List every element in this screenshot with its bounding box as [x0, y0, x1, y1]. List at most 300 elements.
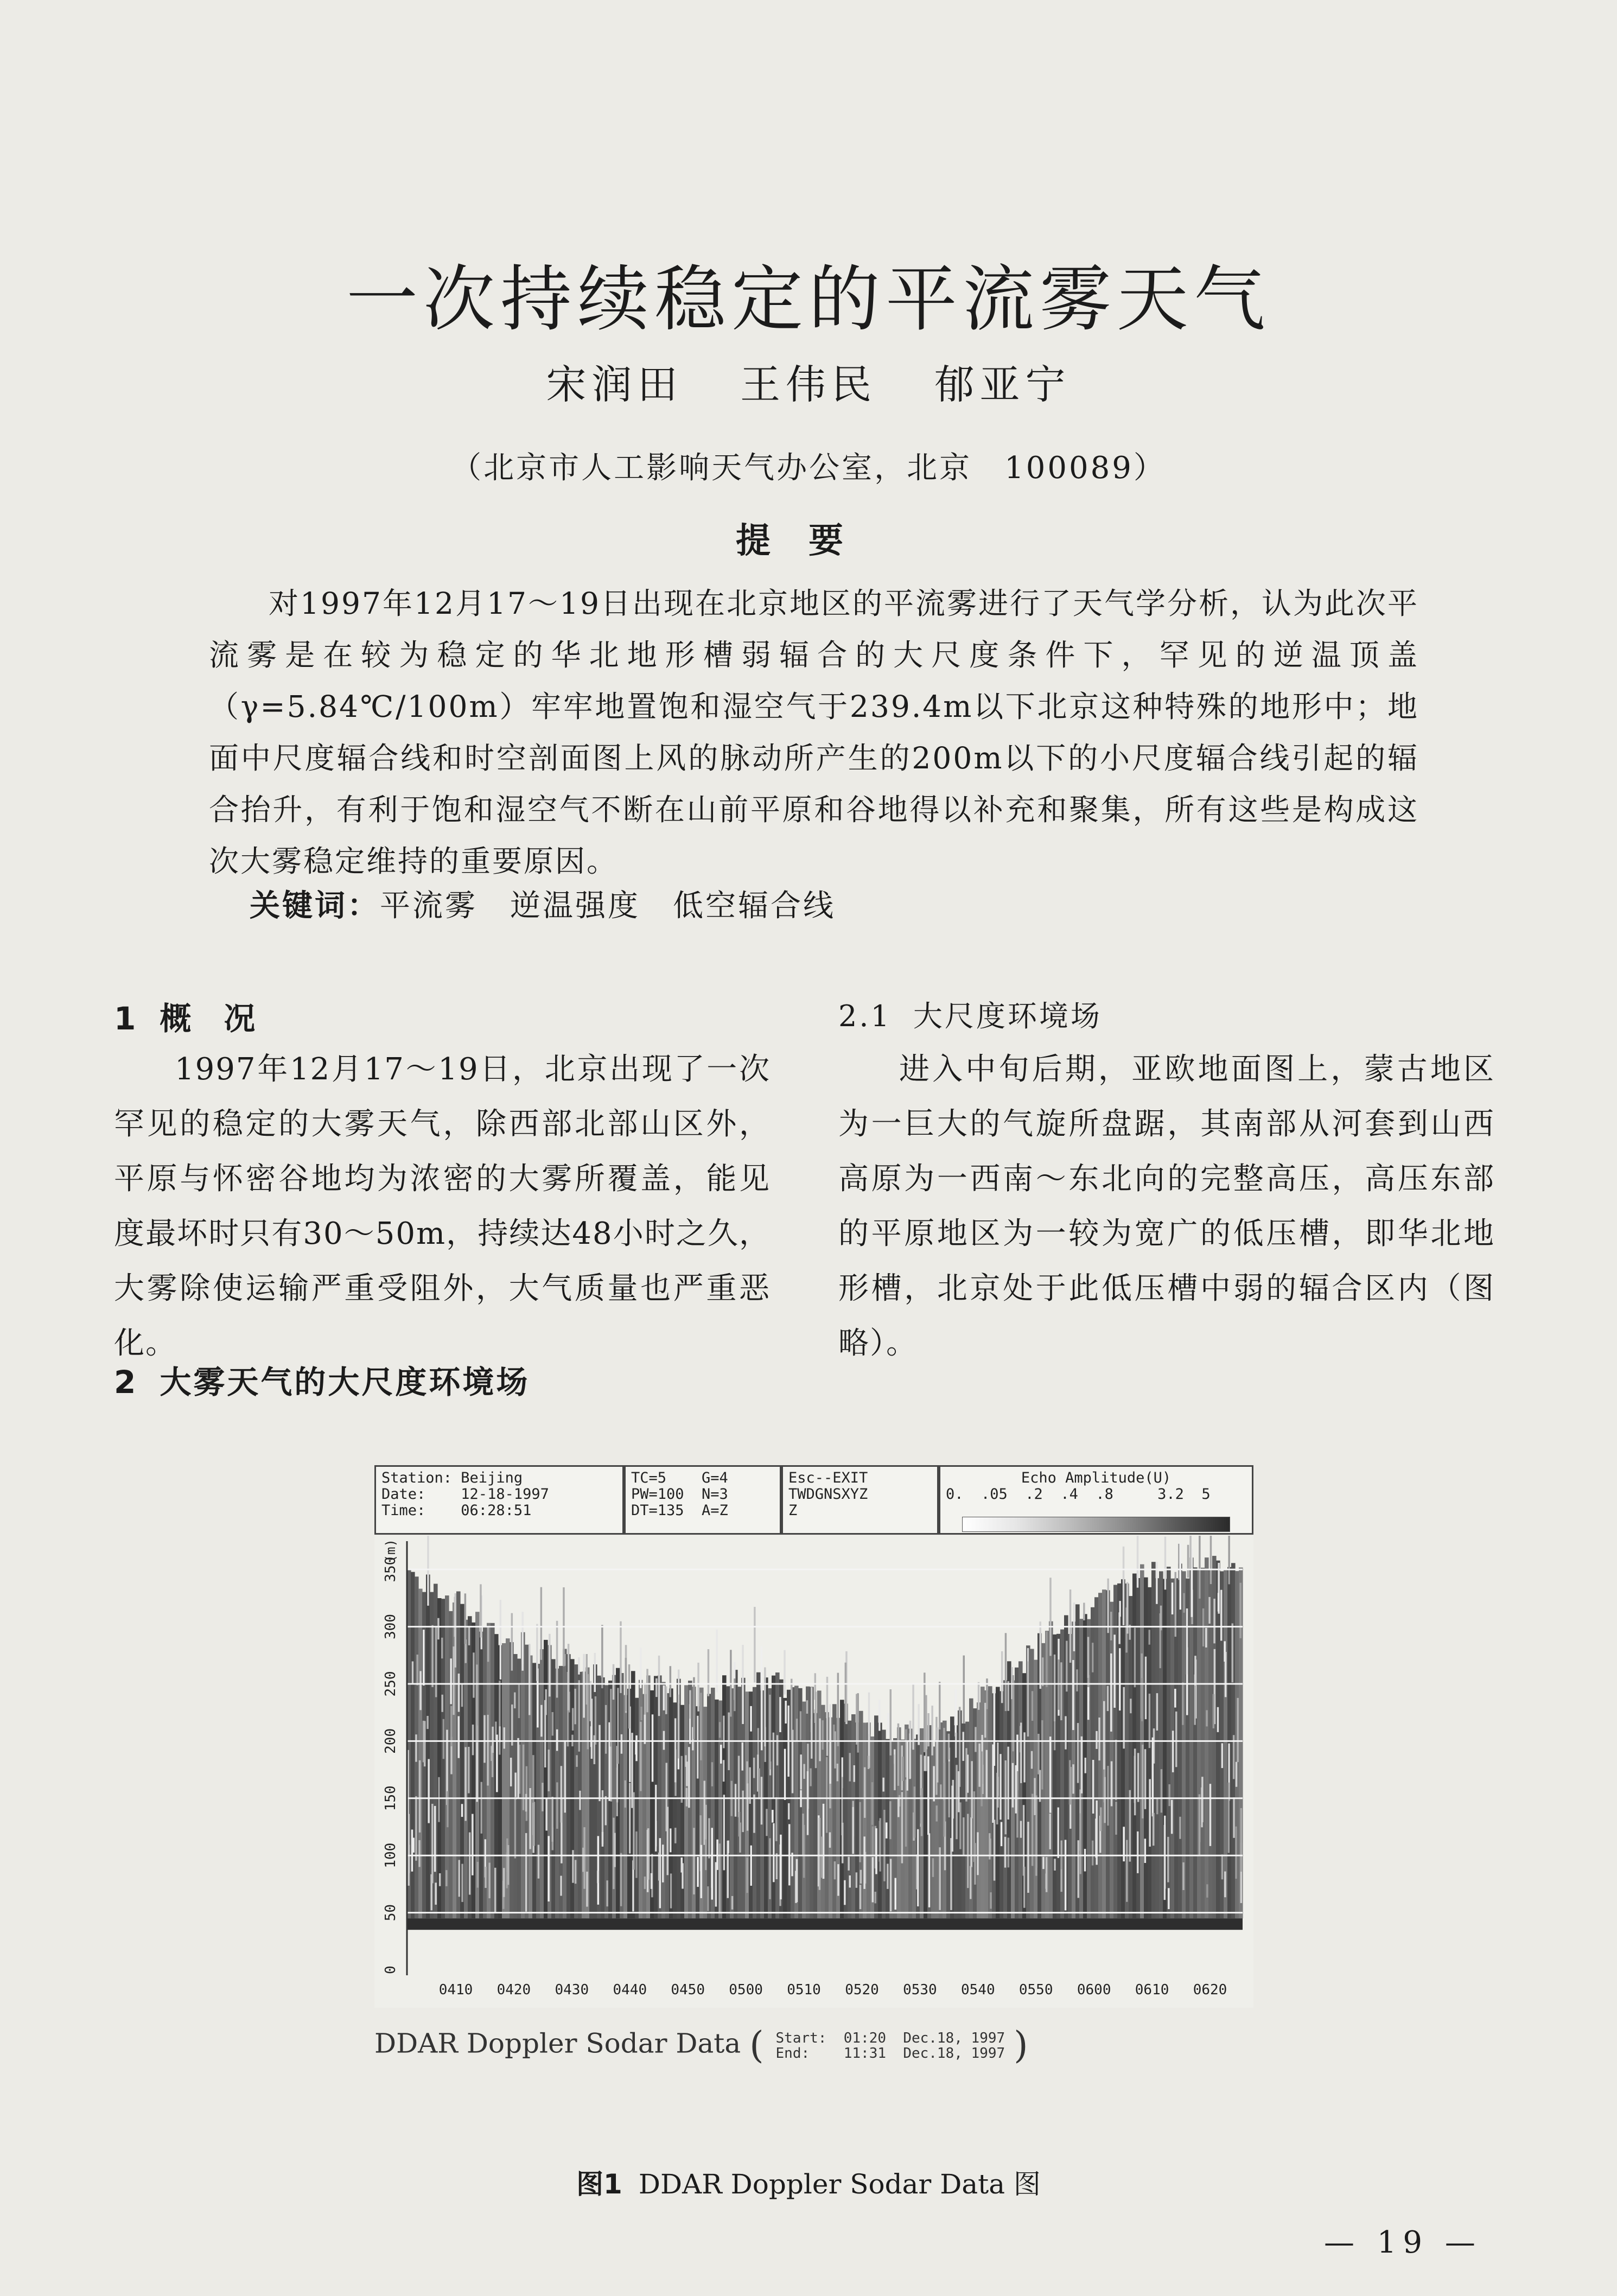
echo-streak: [928, 1833, 931, 1907]
section-2-1-heading: [838, 993, 1102, 1035]
echo-streak: [776, 1853, 778, 1879]
echo-streak: [971, 1761, 973, 1818]
echo-streak: [720, 1745, 722, 1764]
echo-ticks: 0. .05 .2 .4 .8 3.2 5: [946, 1486, 1211, 1503]
echo-streak: [1098, 1718, 1100, 1760]
echo-streak: [1007, 1747, 1009, 1820]
echo-streak: [416, 1655, 418, 1686]
echo-streak: [1087, 1687, 1090, 1720]
echo-streak: [419, 1671, 422, 1710]
echo-streak: [1076, 1669, 1078, 1691]
echo-streak: [419, 1760, 421, 1833]
x-tick-label: 0530: [903, 1982, 937, 1998]
author-3: 郁亚宁: [934, 361, 1071, 408]
echo-streak: [856, 1872, 858, 1887]
echo-streak: [1183, 1593, 1185, 1613]
echo-streak: [517, 1738, 519, 1798]
echo-streak: [887, 1713, 889, 1735]
echo-streak: [902, 1757, 904, 1781]
keywords: [250, 882, 868, 925]
echo-streak: [674, 1718, 677, 1782]
echo-column: [775, 1672, 780, 1918]
echo-streak: [701, 1845, 703, 1898]
echo-streak: [1232, 1624, 1234, 1683]
echo-streak: [507, 1845, 510, 1885]
echo-streak: [662, 1845, 664, 1882]
x-tick-label: 0610: [1135, 1982, 1169, 1998]
ground-clutter-band: [407, 1918, 1243, 1930]
echo-streak: [594, 1653, 596, 1692]
abstract-heading: 提要: [736, 521, 881, 561]
echo-streak: [472, 1725, 474, 1755]
sodar-plot-svg: [374, 1536, 1253, 2008]
echo-streak: [738, 1756, 740, 1817]
echo-streak: [682, 1863, 684, 1888]
echo-streak: [1137, 1831, 1139, 1873]
echo-streak: [415, 1796, 417, 1861]
echo-streak: [1156, 1562, 1158, 1604]
echo-streak: [545, 1798, 548, 1831]
figure-caption-text: DDAR Doppler Sodar Data 图: [638, 2168, 1041, 2200]
echo-streak: [658, 1853, 660, 1881]
echo-streak: [686, 1761, 688, 1786]
echo-streak: [1240, 1583, 1242, 1638]
params-line-2: PW=100 N=3: [631, 1486, 728, 1503]
echo-streak: [1137, 1536, 1139, 1588]
echo-streak: [644, 1877, 646, 1889]
echo-streak: [552, 1712, 554, 1735]
echo-streak: [890, 1859, 892, 1911]
echo-streak: [1023, 1867, 1026, 1908]
echo-streak: [1240, 1808, 1243, 1872]
echo-column: [551, 1659, 556, 1918]
echo-streak: [924, 1756, 926, 1771]
echo-streak: [1172, 1582, 1174, 1614]
echo-streak: [1110, 1653, 1112, 1732]
echo-streak: [1187, 1545, 1189, 1578]
echo-column: [418, 1589, 423, 1919]
echo-column: [479, 1632, 483, 1918]
echo-streak: [568, 1644, 570, 1710]
echo-streak: [480, 1584, 482, 1637]
echo-streak: [633, 1792, 635, 1870]
echo-streak: [678, 1695, 680, 1759]
echo-streak: [620, 1621, 622, 1693]
start-line: Start: 01:20 Dec.18, 1997: [775, 2030, 1005, 2046]
echo-streak: [459, 1860, 461, 1897]
echo-streak: [597, 1836, 600, 1904]
echo-streak: [939, 1682, 941, 1729]
echo-streak: [548, 1750, 550, 1791]
echo-streak: [1040, 1621, 1042, 1689]
echo-streak: [640, 1707, 642, 1720]
echo-streak: [747, 1783, 749, 1830]
echo-streak: [458, 1674, 460, 1712]
echo-streak: [750, 1706, 752, 1732]
echo-streak: [1123, 1687, 1125, 1749]
echo-streak: [1235, 1827, 1237, 1879]
echo-streak: [1174, 1689, 1176, 1708]
echo-column: [1018, 1661, 1023, 1918]
echo-streak: [601, 1625, 603, 1688]
echo-streak: [1087, 1637, 1090, 1678]
echo-column: [635, 1698, 639, 1918]
echo-streak: [418, 1840, 421, 1867]
echo-streak: [525, 1794, 527, 1812]
echo-streak: [576, 1755, 578, 1767]
echo-streak: [423, 1630, 425, 1686]
echo-streak: [476, 1664, 478, 1742]
y-axis-unit: (m): [383, 1539, 398, 1563]
date-line: Date: 12-18-1997: [381, 1486, 549, 1503]
echo-streak: [1218, 1593, 1220, 1611]
echo-streak: [963, 1817, 965, 1855]
echo-streak: [1153, 1813, 1155, 1846]
echo-streak: [504, 1727, 506, 1748]
echo-streak: [795, 1871, 797, 1903]
echo-streak: [1041, 1720, 1043, 1790]
echo-column: [988, 1686, 992, 1918]
echo-streak: [871, 1782, 874, 1825]
echo-streak: [707, 1886, 709, 1911]
echo-streak: [1000, 1754, 1002, 1820]
echo-streak: [758, 1769, 760, 1799]
echo-streak: [1206, 1884, 1208, 1898]
echo-streak: [700, 1693, 702, 1760]
echo-streak: [1164, 1537, 1167, 1590]
echo-streak: [1005, 1760, 1007, 1834]
echo-streak: [1156, 1693, 1158, 1731]
echo-streak: [939, 1847, 941, 1910]
echo-streak: [990, 1892, 992, 1909]
echo-streak: [439, 1873, 441, 1886]
echo-streak: [488, 1863, 491, 1899]
echo-streak: [614, 1833, 616, 1867]
echo-streak: [1213, 1599, 1215, 1643]
keyword-3: 低空辐合线: [673, 888, 836, 924]
echo-streak: [575, 1860, 577, 1884]
echo-column: [1197, 1569, 1201, 1918]
echo-streak: [761, 1777, 763, 1824]
echo-streak: [1092, 1841, 1094, 1866]
paren-open: (: [749, 2024, 764, 2067]
echo-streak: [1012, 1675, 1014, 1751]
paper-title: 一次持续稳定的平流雾天气: [346, 258, 1271, 341]
echo-streak: [1175, 1712, 1177, 1767]
echo-streak: [663, 1686, 665, 1710]
echo-streak: [1225, 1652, 1227, 1697]
x-tick-label: 0620: [1193, 1982, 1227, 1998]
echo-streak: [970, 1866, 972, 1899]
echo-streak: [1221, 1854, 1224, 1879]
echo-streak: [468, 1627, 470, 1645]
echo-streak: [1134, 1628, 1136, 1688]
echo-streak: [849, 1753, 851, 1781]
echo-streak: [773, 1733, 775, 1799]
echo-streak: [655, 1785, 657, 1852]
echo-streak: [711, 1828, 714, 1899]
echo-streak: [927, 1757, 930, 1835]
echo-streak: [640, 1722, 642, 1791]
echo-streak: [1092, 1643, 1094, 1672]
echo-streak: [408, 1814, 410, 1886]
echo-streak: [1037, 1734, 1040, 1775]
colorbar: [962, 1517, 1230, 1532]
echo-streak: [1179, 1817, 1181, 1839]
echo-streak: [443, 1719, 445, 1759]
echo-streak: [697, 1663, 699, 1712]
echo-streak: [887, 1864, 889, 1889]
echo-streak: [796, 1719, 798, 1740]
echo-streak: [769, 1838, 771, 1899]
echo-streak: [1149, 1694, 1151, 1748]
echo-streak: [1221, 1743, 1224, 1768]
end-line: End: 11:31 Dec.18, 1997: [775, 2045, 1005, 2062]
params-panel: [624, 1465, 781, 1535]
echo-streak: [670, 1874, 672, 1909]
echo-streak: [620, 1853, 622, 1906]
echo-streak: [773, 1823, 775, 1882]
echo-streak: [1115, 1740, 1117, 1800]
y-tick-label: 200: [383, 1728, 399, 1754]
echo-column: [1030, 1649, 1034, 1919]
echo-streak: [1096, 1731, 1098, 1749]
echo-streak: [453, 1646, 455, 1715]
echo-streak: [472, 1814, 474, 1875]
echo-streak: [428, 1759, 430, 1823]
echo-streak: [561, 1766, 563, 1822]
echo-streak: [834, 1731, 836, 1768]
echo-streak: [560, 1876, 562, 1896]
echo-streak: [411, 1830, 413, 1872]
echo-column: [1121, 1579, 1125, 1918]
echo-column: [848, 1721, 852, 1919]
author-2: 王伟民: [740, 361, 877, 408]
section-2-number: 2: [114, 1364, 138, 1401]
echo-streak: [514, 1693, 516, 1709]
echo-streak: [1142, 1745, 1144, 1818]
echo-streak: [852, 1807, 854, 1854]
echo-streak: [435, 1882, 437, 1905]
echo-streak: [617, 1688, 619, 1764]
echo-streak: [1186, 1608, 1188, 1675]
echo-streak: [499, 1726, 501, 1742]
echo-streak: [1042, 1857, 1045, 1869]
echo-streak: [1119, 1601, 1121, 1617]
echo-streak: [906, 1741, 908, 1791]
echo-streak: [521, 1612, 524, 1671]
echo-streak: [742, 1742, 744, 1771]
echo-streak: [610, 1689, 612, 1746]
echo-streak: [437, 1618, 440, 1640]
echo-streak: [1046, 1632, 1048, 1687]
echo-streak: [918, 1704, 920, 1745]
echo-streak: [540, 1705, 543, 1737]
echo-streak: [882, 1778, 884, 1792]
echo-streak: [1060, 1662, 1062, 1720]
echo-streak: [1206, 1710, 1208, 1727]
echo-streak: [860, 1885, 862, 1909]
echo-streak: [511, 1704, 513, 1746]
echo-streak: [469, 1833, 471, 1895]
echo-streak: [1228, 1783, 1230, 1853]
echo-streak: [549, 1634, 551, 1697]
echo-streak: [1172, 1731, 1174, 1772]
echo-streak: [819, 1818, 821, 1890]
echo-streak: [826, 1757, 828, 1833]
echo-streak: [772, 1810, 774, 1823]
echo-streak: [821, 1836, 823, 1878]
paren-close: ): [1014, 2024, 1028, 2067]
echo-streak: [477, 1862, 479, 1888]
echo-streak: [837, 1864, 839, 1896]
figure-caption: [0, 2163, 1617, 2202]
echo-streak: [450, 1658, 452, 1704]
echo-streak: [1152, 1738, 1154, 1817]
echo-streak: [1012, 1763, 1014, 1808]
echo-streak: [670, 1828, 672, 1852]
echo-streak: [1115, 1802, 1117, 1835]
echo-streak: [602, 1832, 604, 1847]
echo-streak: [412, 1662, 414, 1684]
echo-streak: [1065, 1716, 1067, 1750]
echo-streak: [496, 1735, 498, 1792]
echo-streak: [583, 1654, 585, 1718]
echo-column: [544, 1640, 548, 1918]
echo-streak: [719, 1843, 721, 1912]
y-tick-label: 50: [383, 1904, 399, 1922]
esc-line: Esc--EXIT: [788, 1470, 868, 1486]
echo-streak: [1020, 1821, 1022, 1838]
echo-streak: [431, 1804, 434, 1883]
echo-streak: [542, 1783, 544, 1811]
section-2-1-text: 进入中旬后期，亚欧地面图上，蒙古地区为一巨大的气旋所盘踞，其南部从河套到山西高原为一西南～东北向的完整高压，高压东部的平原地区为一较为宽广的低压槽，即华北地形槽，北京处于此低压槽中弱的辐合区内（图略）。: [838, 1052, 1495, 1361]
echo-streak: [1080, 1813, 1082, 1874]
echo-streak: [731, 1896, 734, 1910]
echo-streak: [1237, 1698, 1239, 1762]
echo-streak: [970, 1817, 972, 1867]
echo-streak: [628, 1664, 631, 1728]
echo-streak: [599, 1725, 601, 1801]
echo-streak: [739, 1812, 741, 1836]
section-2-1-title: 大尺度环境场: [913, 999, 1102, 1033]
echo-streak: [1134, 1756, 1136, 1803]
echo-streak: [487, 1715, 489, 1785]
echo-streak: [665, 1687, 667, 1714]
echo-streak: [889, 1801, 892, 1839]
echo-streak: [1049, 1578, 1052, 1656]
y-tick-label: 350: [383, 1556, 399, 1582]
params-line-3: DT=135 A=Z: [631, 1502, 728, 1519]
echo-column: [1205, 1557, 1209, 1918]
echo-streak: [438, 1777, 440, 1822]
echo-streak: [1123, 1547, 1125, 1625]
echo-streak: [822, 1720, 824, 1750]
echo-streak: [500, 1600, 502, 1680]
echo-streak: [1205, 1628, 1207, 1648]
echo-streak: [689, 1690, 691, 1719]
echo-streak: [625, 1780, 627, 1808]
echo-streak: [978, 1744, 981, 1787]
echo-streak: [956, 1765, 958, 1839]
keys-line: TWDGNSXYZ: [788, 1486, 868, 1503]
echo-streak: [1180, 1543, 1182, 1610]
echo-streak: [441, 1638, 443, 1658]
echo-streak: [931, 1706, 933, 1756]
echo-streak: [461, 1864, 463, 1902]
echo-streak: [1168, 1784, 1170, 1806]
echo-streak: [844, 1880, 846, 1905]
echo-streak: [933, 1766, 935, 1802]
echo-column: [863, 1723, 867, 1919]
echo-streak: [494, 1868, 496, 1913]
echo-column: [1216, 1561, 1220, 1918]
echo-streak: [779, 1697, 781, 1732]
echo-column: [924, 1750, 928, 1919]
echo-streak: [652, 1714, 654, 1782]
echo-streak: [540, 1587, 543, 1660]
echo-streak: [1156, 1798, 1158, 1815]
echo-streak: [716, 1630, 718, 1693]
echo-streak: [785, 1701, 787, 1723]
echo-streak: [1161, 1769, 1163, 1812]
echo-streak: [1008, 1837, 1010, 1867]
echo-streak: [605, 1796, 607, 1826]
echo-streak: [856, 1694, 858, 1745]
echo-column: [661, 1682, 666, 1919]
sodar-figure: [374, 1465, 1253, 2078]
echo-streak: [613, 1664, 615, 1700]
echo-streak: [1118, 1612, 1121, 1644]
echo-streak: [810, 1769, 812, 1786]
figure-number: 图1: [576, 2168, 622, 2200]
echo-streak: [1208, 1597, 1211, 1624]
echo-streak: [776, 1735, 779, 1765]
echo-streak: [766, 1809, 768, 1836]
echo-streak: [897, 1723, 900, 1786]
echo-streak: [464, 1593, 467, 1644]
echo-streak: [1201, 1777, 1204, 1822]
echo-column: [1110, 1602, 1114, 1918]
echo-streak: [727, 1841, 729, 1854]
section-2-title: 大雾天气的大尺度环境场: [160, 1364, 530, 1401]
echo-streak: [526, 1766, 528, 1821]
echo-streak: [674, 1828, 677, 1843]
echo-column: [783, 1698, 787, 1918]
echo-streak: [1039, 1770, 1041, 1802]
echo-streak: [742, 1791, 744, 1833]
echo-streak: [1149, 1779, 1151, 1847]
echo-streak: [1129, 1790, 1131, 1862]
section-2-1-number: 2.1: [838, 999, 892, 1033]
echo-streak: [468, 1747, 470, 1793]
echo-streak: [1182, 1682, 1184, 1725]
echo-streak: [1144, 1749, 1147, 1809]
echo-streak: [963, 1656, 965, 1723]
echo-streak: [455, 1593, 457, 1668]
y-tick-label: 250: [383, 1671, 399, 1697]
echo-streak: [994, 1820, 996, 1880]
echo-streak: [872, 1827, 874, 1856]
echo-streak: [761, 1646, 763, 1688]
echo-streak: [1023, 1732, 1026, 1782]
abstract-text: 对1997年12月17～19日出现在北京地区的平流雾进行了天气学分析，认为此次平流雾是在较为稳定的华北地形槽弱辐合的大尺度条件下，罕见的逆温顶盖（γ=5.84℃/100m）牢牢地置饱和湿空气于239.4m以下北京这种特殊的地形中；地面中尺度辐合线和时空剖面图上风的脉动所产生的200m以下的小尺度辐合线引起的辐合抬升，有利于饱和湿空气不断在山前平原和谷地得以补充和聚集，所有这些是构成这次大雾稳定维持的重要原因。: [209, 586, 1419, 879]
echo-streak: [975, 1727, 977, 1752]
echo-streak: [1199, 1794, 1201, 1855]
echo-streak: [1005, 1633, 1007, 1711]
echo-column: [874, 1715, 878, 1918]
station-info-panel: [374, 1465, 624, 1535]
